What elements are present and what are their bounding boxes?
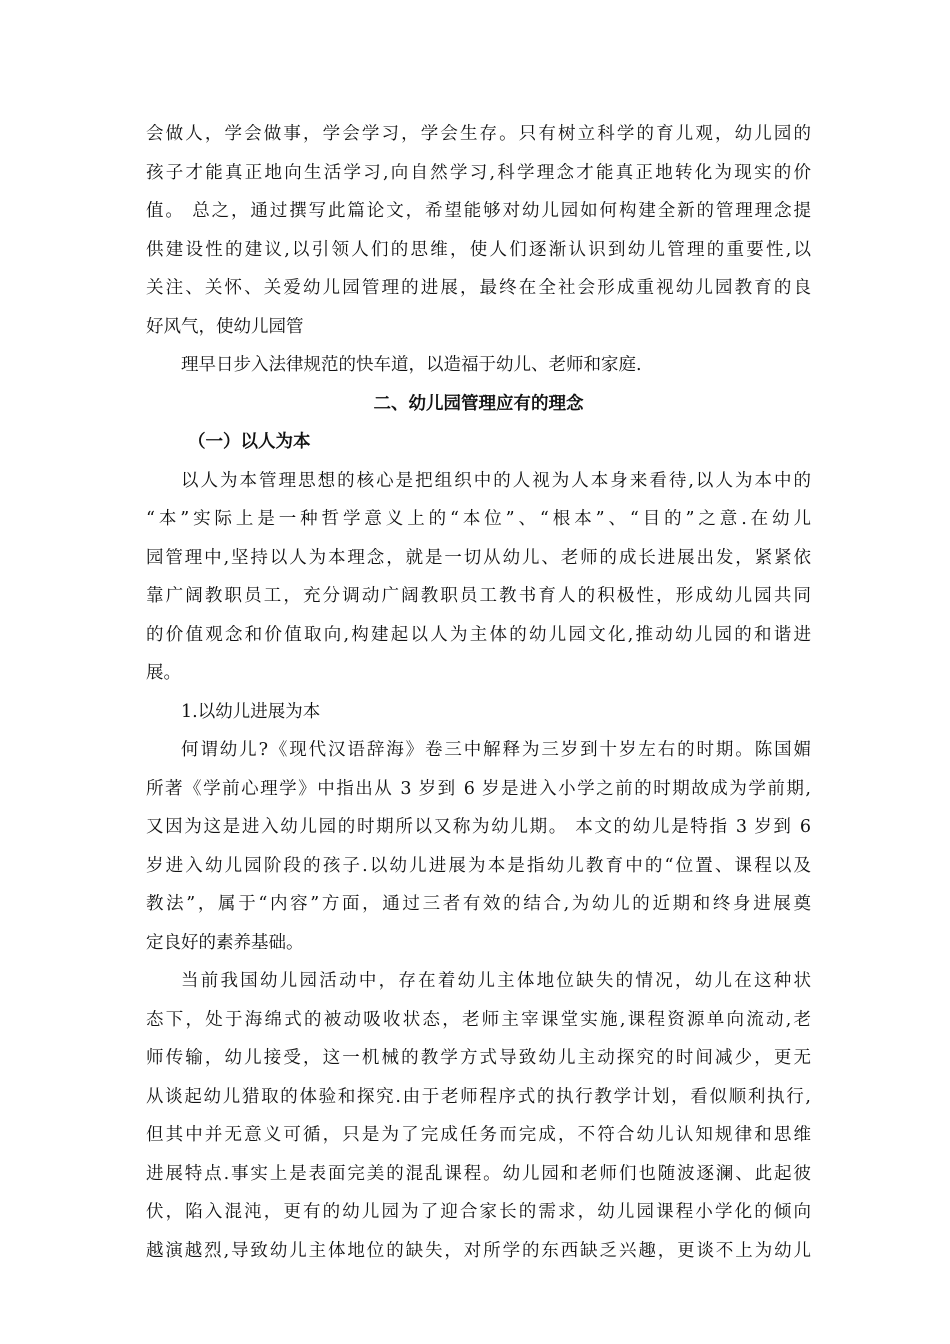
text-line: 展。 [146, 663, 181, 683]
text-line: 态下，处于海绵式的被动吸收状态，老师主宰课堂实施,课程资源单向流动,老 [146, 1009, 811, 1030]
text-line: 又因为这是进入幼儿园的时期所以又称为幼儿期。 本文的幼儿是特指 3 岁到 6 [146, 817, 811, 837]
text-line: 从谈起幼儿猎取的体验和探究.由于老师程序式的执行教学计划，看似顺利执行, [146, 1086, 811, 1107]
item-heading: 1.以幼儿进展为本 [181, 701, 321, 722]
text-line: 定良好的素养基础。 [146, 932, 304, 953]
text-line: 的价值观念和价值取向,构建起以人为主体的幼儿园文化,推动幼儿园的和谐进 [146, 624, 811, 645]
document-body [146, 115, 811, 1270]
text-line: 伏，陷入混沌，更有的幼儿园为了迎合家长的需求，幼儿园课程小学化的倾向 [146, 1202, 811, 1222]
text-line: 好风气，使幼儿园管 [146, 316, 304, 337]
text-line: 教法”，属于“内容”方面，通过三者有效的结合,为幼儿的近期和终身进展奠 [146, 894, 811, 914]
section-heading: 二、幼儿园管理应有的理念 [373, 393, 584, 414]
text-line: 以人为本管理思想的核心是把组织中的人视为人本身来看待,以人为本中的 [181, 470, 811, 491]
text-line: 师传输，幼儿接受，这一机械的教学方式导致幼儿主动探究的时间减少，更无 [146, 1048, 811, 1068]
text-line: 孩子才能真正地向生活学习,向自然学习,科学理念才能真正地转化为现实的价 [146, 162, 811, 183]
text-line: 但其中并无意义可循，只是为了完成任务而完成，不符合幼儿认知规律和思维 [146, 1125, 811, 1145]
subsection-heading: （一）以人为本 [188, 432, 311, 452]
text-line: 会做人，学会做事，学会学习，学会生存。只有树立科学的育儿观，幼儿园的 [146, 124, 811, 144]
text-line: 值。 总之，通过撰写此篇论文，希望能够对幼儿园如何构建全新的管理理念提 [146, 201, 811, 221]
text-line: 岁进入幼儿园阶段的孩子.以幼儿进展为本是指幼儿教育中的“位置、课程以及 [146, 855, 811, 876]
text-line: 供建设性的建议,以引领人们的思维，使人们逐渐认识到幼儿管理的重要性,以 [146, 239, 811, 260]
text-line: 当前我国幼儿园活动中，存在着幼儿主体地位缺失的情况，幼儿在这种状 [181, 971, 811, 991]
text-line: 关注、关怀、关爱幼儿园管理的进展，最终在全社会形成重视幼儿园教育的良 [146, 278, 811, 298]
text-line: 园管理中,坚持以人为本理念，就是一切从幼儿、老师的成长进展出发，紧紧依 [146, 547, 811, 568]
text-line: 靠广阔教职员工，充分调动广阔教职员工教书育人的积极性，形成幼儿园共同 [146, 586, 811, 606]
text-line: 理早日步入法律规范的快车道，以造福于幼儿、老师和家庭. [181, 355, 642, 375]
text-line: 进展特点.事实上是表面完美的混乱课程。幼儿园和老师们也随波逐澜、此起彼 [146, 1163, 811, 1184]
text-line: 所著《学前心理学》中指出从 3 岁到 6 岁是进入小学之前的时期故成为学前期, [146, 778, 811, 799]
text-line: “本”实际上是一种哲学意义上的“本位”、“根本”、“目的”之意.在幼儿 [146, 509, 811, 529]
text-line: 越演越烈,导致幼儿主体地位的缺失，对所学的东西缺乏兴趣，更谈不上为幼儿 [146, 1240, 811, 1261]
text-line: 何谓幼儿?《现代汉语辞海》卷三中解释为三岁到十岁左右的时期。陈国媚 [181, 740, 811, 760]
